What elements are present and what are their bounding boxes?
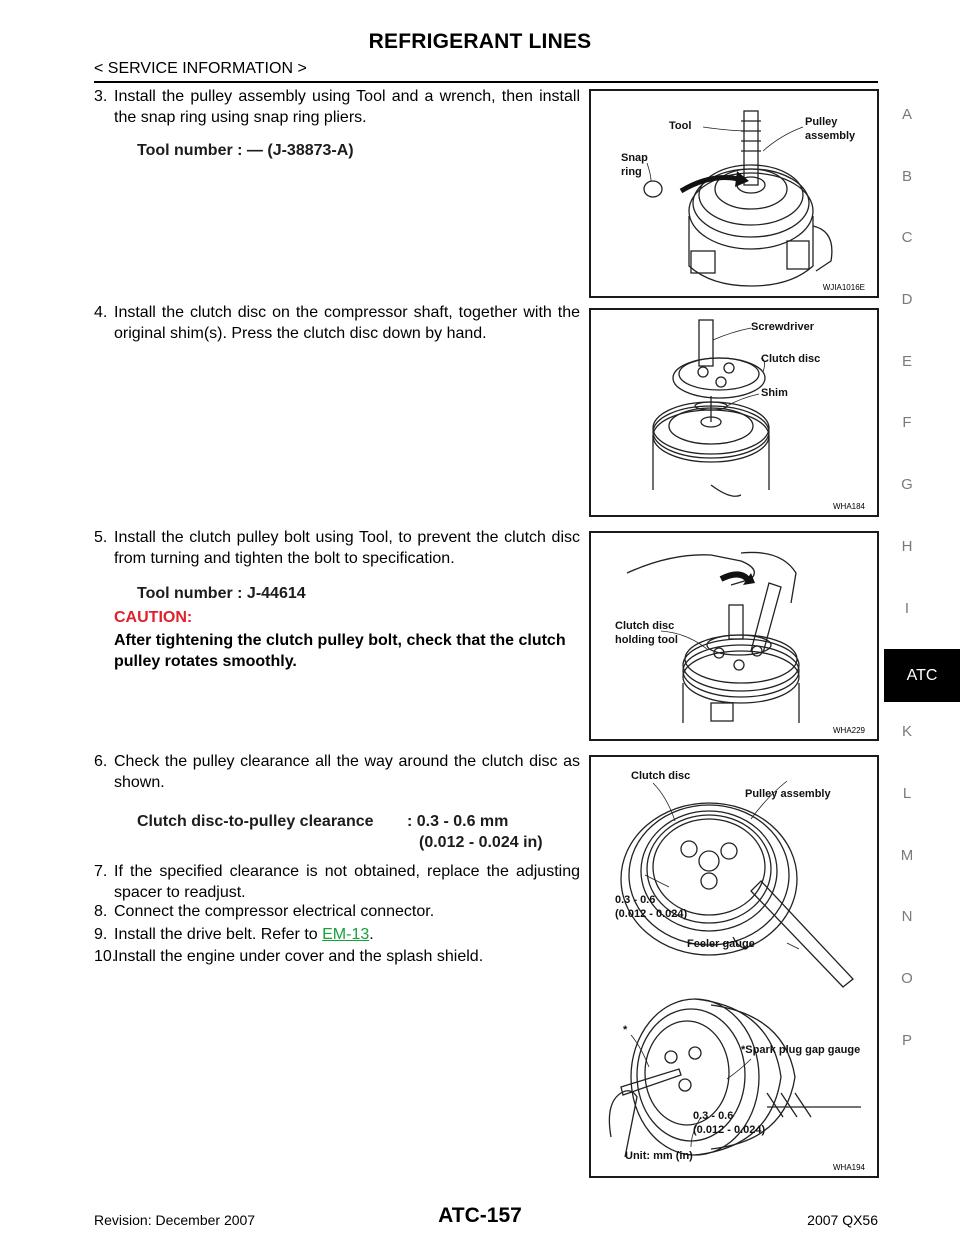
step-text-after-link: . [369,926,374,943]
index-letter-e[interactable]: E [901,353,912,370]
figure-clutch-disc-install [589,308,879,517]
page-number: ATC-157 [438,1204,522,1227]
index-letter-d[interactable]: D [901,291,913,308]
label-range-1: 0.3 - 0.6 [615,894,656,906]
pulley-install-illustration [591,91,877,296]
clearance-spec-value: : 0.3 - 0.6 mm [407,813,509,830]
step-number: 7. [94,863,108,880]
section-label: < SERVICE INFORMATION > [94,60,307,77]
clutch-disc-illustration [591,310,877,515]
figure-code: WHA184 [832,502,865,511]
clutch-pulley-bolt-illustration [591,533,877,739]
section-tab-atc[interactable]: ATC [884,649,960,702]
tool-number-spec: Tool number : — (J-38873-A) [137,142,354,159]
clearance-spec-label: Clutch disc-to-pulley clearance [137,813,374,830]
step-6 [94,751,580,793]
step-text: Install the clutch disc on the compressor shaft, together with the original shim(s). Press the clutch disc down by hand. [114,304,580,342]
index-letter-p[interactable]: P [901,1032,912,1049]
label-pulley-2: assembly [805,130,856,142]
figure-code: WHA229 [832,726,865,735]
step-number: 4. [94,304,108,321]
index-letter-g[interactable]: G [901,476,913,493]
step-text: Check the pulley clearance all the way around the clutch disc as shown. [114,753,580,791]
label-unit: Unit: mm (in) [625,1150,693,1162]
header-divider [94,81,878,83]
step-4 [94,302,580,344]
figure-clearance-check [589,755,879,1178]
label-range-3: 0.3 - 0.6 [693,1110,734,1122]
label-snap-2: ring [621,166,642,178]
index-letter-a[interactable]: A [901,106,912,123]
label-star: * [623,1024,628,1036]
step-9 [94,924,580,945]
label-pulley-1: Pulley [805,116,838,128]
index-letter-k[interactable]: K [901,723,912,740]
step-text: Install the pulley assembly using Tool and a wrench, then install the snap ring using snap ring pliers. [114,88,580,126]
label-shim: Shim [761,387,788,399]
figure-code: WHA194 [832,1163,865,1172]
step-10 [94,946,580,967]
page-title: REFRIGERANT LINES [368,30,592,53]
label-snap-1: Snap [621,152,648,164]
vehicle-model: 2007 QX56 [807,1212,878,1228]
label-feeler-gauge: Feeler gauge [687,938,755,950]
index-letter-b[interactable]: B [901,168,912,185]
step-number: 8. [94,903,108,920]
clearance-check-illustration [591,757,877,1176]
index-letter-i[interactable]: I [904,600,910,617]
label-holding-1: Clutch disc [615,620,675,632]
label-tool: Tool [669,120,692,132]
step-8 [94,901,580,922]
step-number: 10. [94,948,117,965]
revision-date: Revision: December 2007 [94,1212,256,1228]
em-13-link[interactable]: EM-13 [322,926,370,943]
index-letter-f[interactable]: F [902,414,912,431]
tool-number-spec: Tool number : J-44614 [137,585,306,602]
caution-heading: CAUTION: [114,609,193,626]
label-range-2: (0.012 - 0.024) [615,908,688,920]
step-7 [94,861,580,903]
label-spark-plug: *Spark plug gap gauge [741,1044,861,1056]
clearance-spec-value-in: (0.012 - 0.024 in) [419,834,543,851]
step-text: Install the clutch pulley bolt using Tool, to prevent the clutch disc from turning and tighten the bolt to specification. [114,529,580,567]
index-letter-c[interactable]: C [901,229,913,246]
step-text: Connect the compressor electrical connector. [114,903,435,920]
step-text: If the specified clearance is not obtained, replace the adjusting spacer to readjust. [114,863,580,901]
index-letter-m[interactable]: M [900,847,914,864]
step-text-before-link: Install the drive belt. Refer to [114,926,323,943]
figure-pulley-install [589,89,879,298]
index-letter-o[interactable]: O [901,970,913,987]
index-letter-h[interactable]: H [901,538,913,555]
figure-code: WJIA1016E [822,283,865,292]
label-holding-2: holding tool [615,634,678,646]
label-clutch-disc: Clutch disc [631,770,691,782]
step-5 [94,527,580,569]
index-letter-n[interactable]: N [901,908,913,925]
label-clutch-disc: Clutch disc [761,353,821,365]
step-text [94,924,580,945]
label-range-4: (0.012 - 0.024) [693,1124,766,1136]
step-number: 5. [94,529,108,546]
step-text: Install the engine under cover and the splash shield. [114,948,484,965]
step-3 [94,86,580,128]
step-number: 3. [94,88,108,105]
label-pulley-assembly: Pulley assembly [745,788,831,800]
figure-clutch-pulley-bolt [589,531,879,741]
index-letter-l[interactable]: L [902,785,912,802]
step-number: 6. [94,753,108,770]
label-screwdriver: Screwdriver [751,321,814,333]
caution-body: After tightening the clutch pulley bolt, check that the clutch pulley rotates smoothly. [114,632,566,670]
step-number: 9. [94,926,108,943]
